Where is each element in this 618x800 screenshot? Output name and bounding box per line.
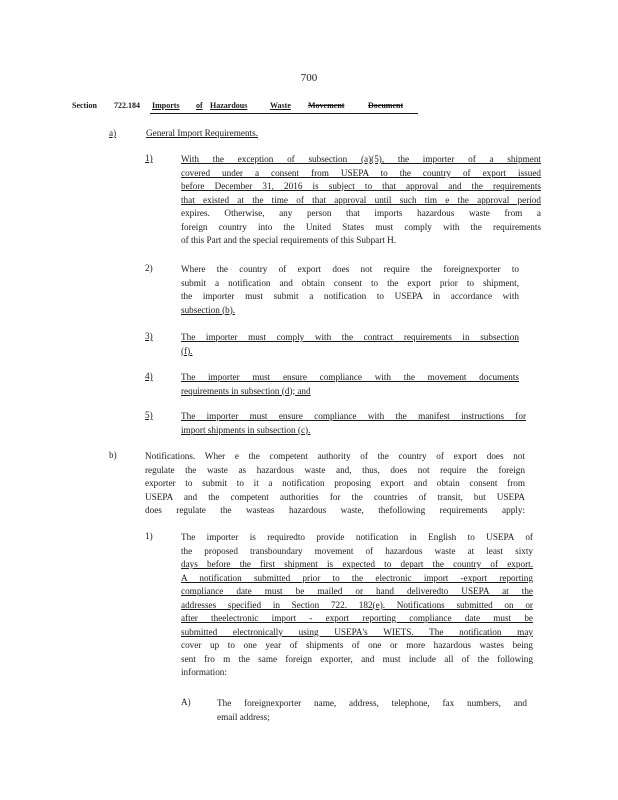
section-heading xyxy=(72,101,422,113)
item-a3-text xyxy=(181,331,519,358)
section-label: Section xyxy=(72,101,97,110)
item-a1-marker: 1) xyxy=(145,153,153,163)
text-line: subsection (b). xyxy=(181,304,236,315)
text-line: requirements in subsection (d); and xyxy=(181,385,311,396)
text-line: after theelectronic import - export reporting compliance date must be xyxy=(181,613,533,623)
text-line: does regulate the wasteas hazardous waste, thefollowing requirements apply: xyxy=(145,505,525,515)
text-line: sent fro m the same foreign exporter, and must include all of the following xyxy=(181,653,533,664)
item-a1-text xyxy=(181,153,541,248)
heading-underline xyxy=(150,113,418,114)
text-line: A notification submitted prior to the electronic import -export reporting xyxy=(181,572,533,583)
text-line: USEPA and the competent authorities for the countries of transit, but USEPA xyxy=(145,491,525,502)
subsection-a-title: General Import Requirements. xyxy=(146,128,258,138)
text-line: (f). xyxy=(181,345,193,356)
text-line: of this Part and the special requirements of this Subpart H. xyxy=(181,235,397,245)
text-line: before December 31, 2016 is subject to that approval and the requirements xyxy=(181,181,541,191)
text-line: The foreignexporter name, address, telephone, fax numbers, and xyxy=(217,698,527,708)
item-a3-marker: 3) xyxy=(145,331,153,341)
item-a2-text xyxy=(181,263,519,317)
heading-word: Waste xyxy=(270,101,291,110)
text-line: compliance date must be mailed or hand deliveredto USEPA at the xyxy=(181,586,533,596)
heading-word: of xyxy=(196,101,203,110)
text-line: email address; xyxy=(217,711,270,722)
text-line: submit a notification and obtain consent to the export prior to shipment, xyxy=(181,277,519,288)
text-line: foreign country into the United States must comply with the requirements xyxy=(181,221,541,232)
item-a4-marker: 4) xyxy=(145,371,153,381)
text-line: information: xyxy=(181,667,227,677)
heading-word: Hazardous xyxy=(210,101,248,110)
heading-struck-word: Document xyxy=(368,101,404,110)
text-line: cover up to one year of shipments of one or more hazardous wastes being xyxy=(181,640,533,650)
text-line: expires. Otherwise, any person that imports hazardous waste from a xyxy=(181,208,541,218)
text-line: With the exception of subsection (a)(5), the importer of a shipment xyxy=(181,154,541,164)
item-a5-text xyxy=(181,410,526,437)
heading-word: Imports xyxy=(152,101,180,110)
text-line: submitted electronically using USEPA's WIETS. The notification may xyxy=(181,626,533,637)
item-a4-text xyxy=(181,371,519,398)
text-line: The importer must ensure compliance with the movement documents xyxy=(181,372,519,382)
subsection-b-text xyxy=(145,450,525,518)
text-line: Notifications. Wher e the competent authority of the country of export does not xyxy=(145,451,525,461)
subsection-a-marker: a) xyxy=(109,128,117,138)
item-a2-marker: 2) xyxy=(145,263,153,273)
item-a5-marker: 5) xyxy=(145,410,153,420)
section-number: 722.184 xyxy=(114,101,140,110)
text-line: exporter to submit to it a notification proposing export and obtain consent from xyxy=(145,478,525,488)
item-b1-text xyxy=(181,531,533,680)
text-line: addresses specified in Section 722. 182(e). Notifications submitted on or xyxy=(181,599,533,610)
item-b1a-text xyxy=(217,697,527,724)
text-line: Where the country of export does not require the foreignexporter to xyxy=(181,264,519,274)
heading-struck-word: Movement xyxy=(308,101,345,110)
text-line: covered under a consent from USEPA to the country of export issued xyxy=(181,167,541,178)
text-line: The importer must ensure compliance with the manifest instructions for xyxy=(181,411,526,421)
subsection-b-marker: b) xyxy=(109,450,117,460)
text-line: import shipments in subsection (c). xyxy=(181,424,311,435)
text-line: the proposed transboundary movement of hazardous waste at least sixty xyxy=(181,545,533,556)
text-line: the importer must submit a notification to USEPA in accordance with xyxy=(181,291,519,301)
text-line: The importer is requiredto provide notification in English to USEPA of xyxy=(181,532,533,542)
item-b1a-marker: A) xyxy=(181,697,191,707)
text-line: The importer must comply with the contract requirements in subsection xyxy=(181,332,519,342)
text-line: that existed at the time of that approval until such tim e the approval period xyxy=(181,194,541,205)
item-b1-marker: 1) xyxy=(145,531,153,541)
text-line: regulate the waste as hazardous waste and, thus, does not require the foreign xyxy=(145,464,525,475)
page-number: 700 xyxy=(300,72,318,84)
text-line: days before the first shipment is expected to depart the country of export. xyxy=(181,559,533,569)
